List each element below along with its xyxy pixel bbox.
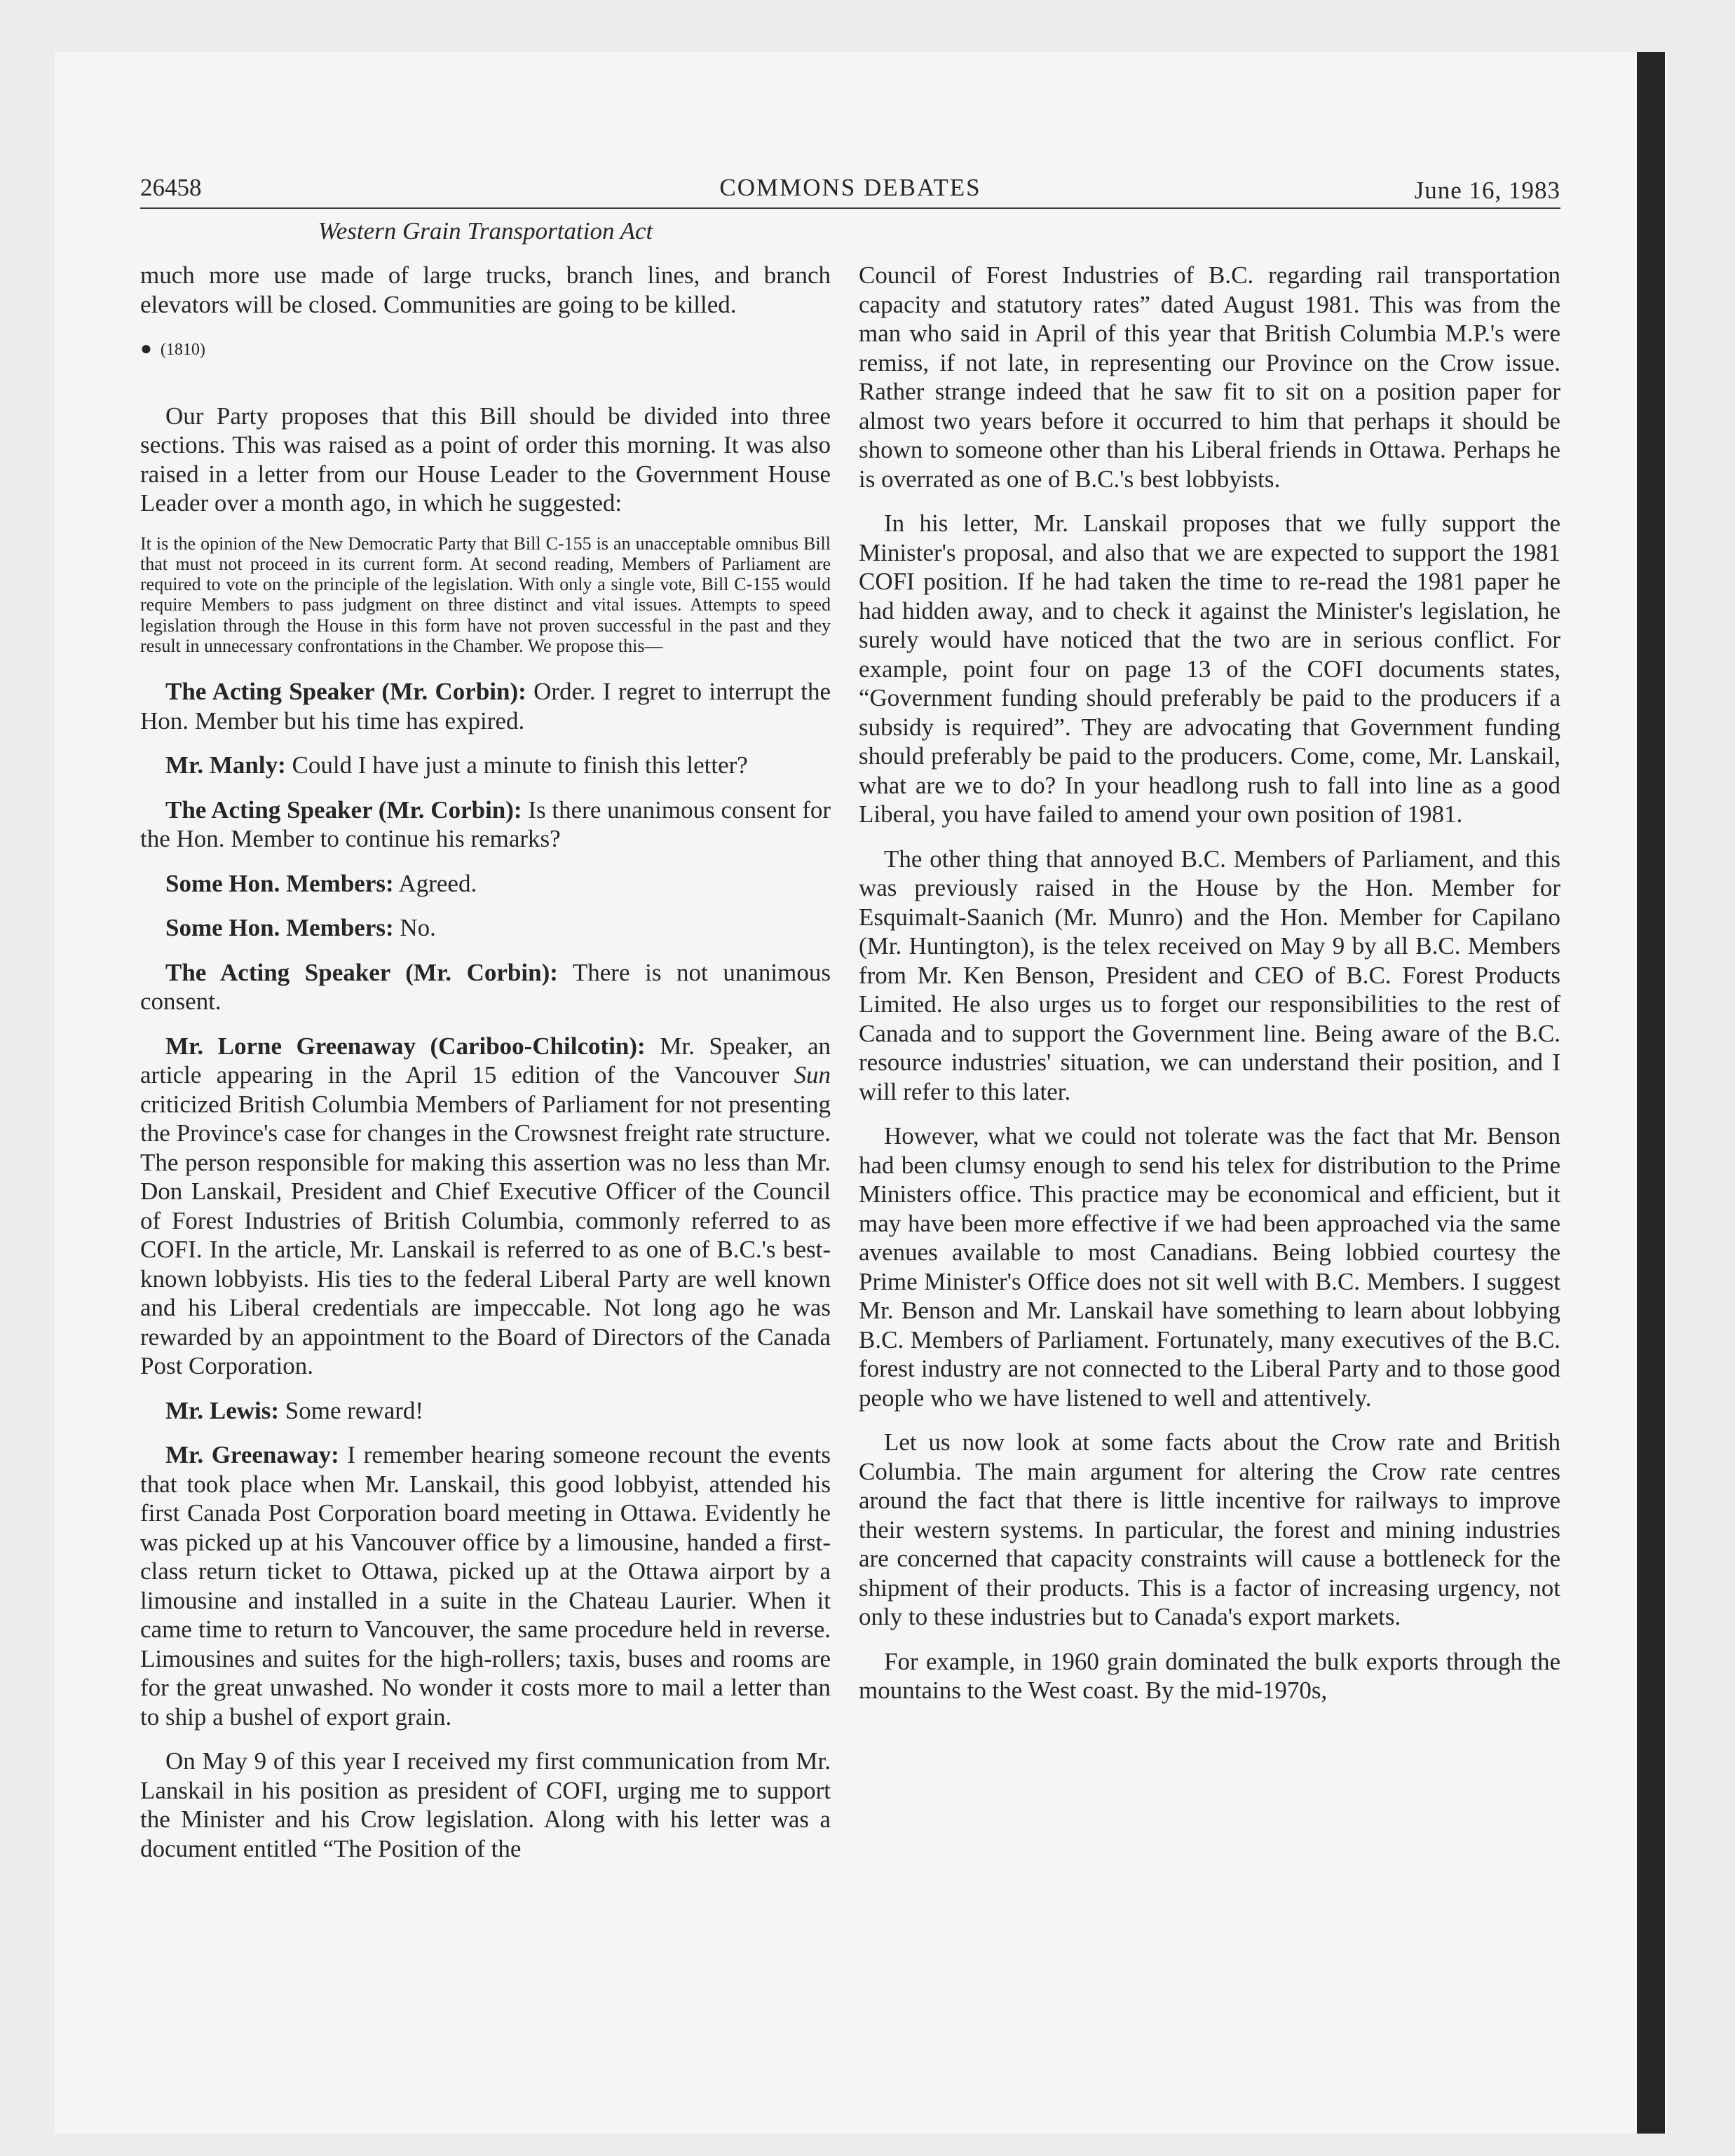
paragraph: Council of Forest Industries of B.C. regarding rail transportation capacity and statutory rates” dated August 1981. This was from the man who said in April of this year that British Columbia M.P.'s were remiss, if not late, in representing our Province on the Crow issue. Rather strange indeed that he saw fit to sit on a position paper for almost two years before it occurred to him that perhaps it should be shown to someone other than his Liberal friends in Ottawa. Perhaps he is overrated as one of B.C.'s best lobbyists. <box>859 261 1560 493</box>
paragraph: much more use made of large trucks, branch lines, and branch elevators will be closed. Communities are going to be killed. <box>140 261 831 318</box>
page-header <box>140 167 1560 209</box>
speaker-name: Mr. Manly: <box>165 751 286 779</box>
speaker-name: The Acting Speaker (Mr. Corbin): <box>165 958 558 986</box>
speech-text: I remember hearing someone recount the events that took place when Mr. Lanskail, this good lobbyist, attended his first Canada Post Corporation board meeting in Ottawa. Evidently he was picked up at his Vancouver office by a limousine, handed a first-class return ticket to Ottawa, picked up at the Ottawa airport by a limousine and installed in a suite in the Chateau Laurier. When it came time to return to Vancouver, the same procedure held in reverse. Limousines and suites for the high-rollers; taxis, buses and rooms are for the great unwashed. No wonder it costs more to mail a letter than to ship a bushel of export grain. <box>140 1441 831 1731</box>
paragraph: In his letter, Mr. Lanskail proposes that we fully support the Minister's proposal, and also that we are expected to support the 1981 COFI position. If he had taken the time to re-read the 1981 paper he had hidden away, and to check it against the Minister's legislation, he surely would have noticed that the two are in serious conflict. For example, point four on page 13 of the COFI documents states, “Government funding should preferably be paid to the producers if a subsidy is required”. They are advocating that Government funding should preferably be paid to the producers. Come, come, Mr. Lanskail, what are we to do? In your headlong rush to fall into line as a good Liberal, you have failed to amend your own position of 1981. <box>859 510 1560 828</box>
left-column <box>140 261 831 1878</box>
publication-date: June 16, 1983 <box>1414 177 1560 204</box>
speech-text: criticized British Columbia Members of Parliament for not presenting the Province's case for changes in the Crowsnest freight rate structure. The person responsible for making this assertion was no less than Mr. Don Lanskail, President and Chief Executive Officer of the Council of Forest Industries of British Columbia, commonly referred to as COFI. In the article, Mr. Lanskail is referred to as one of B.C.'s best-known lobbyists. His ties to the federal Liberal Party are well known and his Liberal credentials are impeccable. Not long ago he was rewarded by an appointment to the Board of Directors of the Canada Post Corporation. <box>140 1090 831 1380</box>
header-rule <box>140 207 1560 209</box>
paragraph: On May 9 of this year I received my first communication from Mr. Lanskail in his position as president of COFI, urging me to support the Minister and his Crow legislation. Along with his letter was a document entitled “The Position of the <box>140 1747 831 1862</box>
speech <box>140 677 831 735</box>
speech-text: Is there unanimous consent for the Hon. Member to continue his remarks? <box>140 796 831 853</box>
speech <box>140 796 831 854</box>
block-quote: It is the opinion of the New Democratic Party that Bill C-155 is an unacceptable omnibus Bill that must not proceed in its current form. At second reading, Members of Parliament are required to vote on the principle of the legislation. With only a single vote, Bill C-155 would require Members to pass judgment on three distinct and vital issues. Attempts to speed legislation through the House in this form have not proven successful in the past and they result in unnecessary confrontations in the Chamber. We propose this— <box>140 533 831 656</box>
speaker-name: Some Hon. Members: <box>165 914 394 942</box>
time-marker-text: (1810) <box>160 341 205 359</box>
speaker-name: Some Hon. Members: <box>165 869 394 897</box>
speech-text: Could I have just a minute to finish this letter? <box>292 751 748 779</box>
speech <box>140 913 831 943</box>
speaker-name: Mr. Greenaway: <box>165 1441 339 1469</box>
bullet-icon: ● <box>140 338 152 360</box>
paragraph: For example, in 1960 grain dominated the bulk exports through the mountains to the West coast. By the mid-1970s, <box>859 1647 1560 1704</box>
speech-text: No. <box>400 914 436 942</box>
speech-text: There is not unanimous consent. <box>140 958 831 1016</box>
paragraph: The other thing that annoyed B.C. Members of Parliament, and this was previously raised in the House by the Hon. Member for Esquimalt-Saanich (Mr. Munro) and the Hon. Member for Capilano (Mr. Huntington), is the telex received on May 9 by all B.C. Members from Mr. Ken Benson, President and CEO of B.C. Forest Products Limited. He also urges us to forget our responsibilities to the rest of Canada and to support the Government line. Being aware of the B.C. resource industries' situation, we can understand their position, and I will refer to this later. <box>859 845 1560 1105</box>
speech <box>140 1396 831 1426</box>
speech <box>140 958 831 1016</box>
speaker-name: Mr. Lorne Greenaway (Cariboo-Chilcotin): <box>165 1032 646 1060</box>
paragraph: Let us now look at some facts about the Crow rate and British Columbia. The main argument for altering the Crow rate centres around the fact that there is little incentive for railways to improve their western systems. In particular, the forest and mining industries are concerned that capacity constraints will cause a bottleneck for the shipment of their products. This is a factor of increasing urgency, not only to these industries but to Canada's export markets. <box>859 1428 1560 1630</box>
speech-text: Order. I regret to interrupt the Hon. Member but his time has expired. <box>140 678 831 735</box>
scan-edge-bar <box>1637 52 1665 2134</box>
speech <box>140 1032 831 1381</box>
speaker-name: The Acting Speaker (Mr. Corbin): <box>165 796 522 824</box>
speech-text: Some reward! <box>285 1396 424 1424</box>
speech <box>140 869 831 899</box>
speech-text: Mr. Speaker, an article appearing in the April 15 edition of the Vancouver <box>140 1032 831 1089</box>
page-number: 26458 <box>140 174 202 201</box>
publication-title: COMMONS DEBATES <box>719 174 981 201</box>
paragraph: However, what we could not tolerate was the fact that Mr. Benson had been clumsy enough to send his telex for distribution to the Prime Ministers office. This practice may be economical and efficient, but it may have been more effective if we had been approached via the same avenues available to most Canadians. Being lobbied courtesy the Prime Minister's Office does not sit well with B.C. Members. I suggest Mr. Benson and Mr. Lanskail have something to learn about lobbying B.C. Members of Parliament. Fortunately, many executives of the B.C. forest industry are not connected to the Liberal Party and to those good people who we have listened to well and attentively. <box>859 1122 1560 1412</box>
speaker-name: Mr. Lewis: <box>165 1396 280 1424</box>
speech <box>140 751 831 780</box>
right-column <box>859 261 1560 1721</box>
paragraph: Our Party proposes that this Bill should be divided into three sections. This was raised as a point of order this morning. It was also raised in a letter from our House Leader to the Government House Leader over a month ago, in which he suggested: <box>140 402 831 517</box>
time-marker <box>140 334 831 365</box>
speech <box>140 1440 831 1731</box>
speaker-name: The Acting Speaker (Mr. Corbin): <box>165 678 526 706</box>
speech-text: Agreed. <box>398 869 477 897</box>
section-subheading: Western Grain Transportation Act <box>318 217 653 245</box>
newspaper-title: Sun <box>794 1061 831 1089</box>
